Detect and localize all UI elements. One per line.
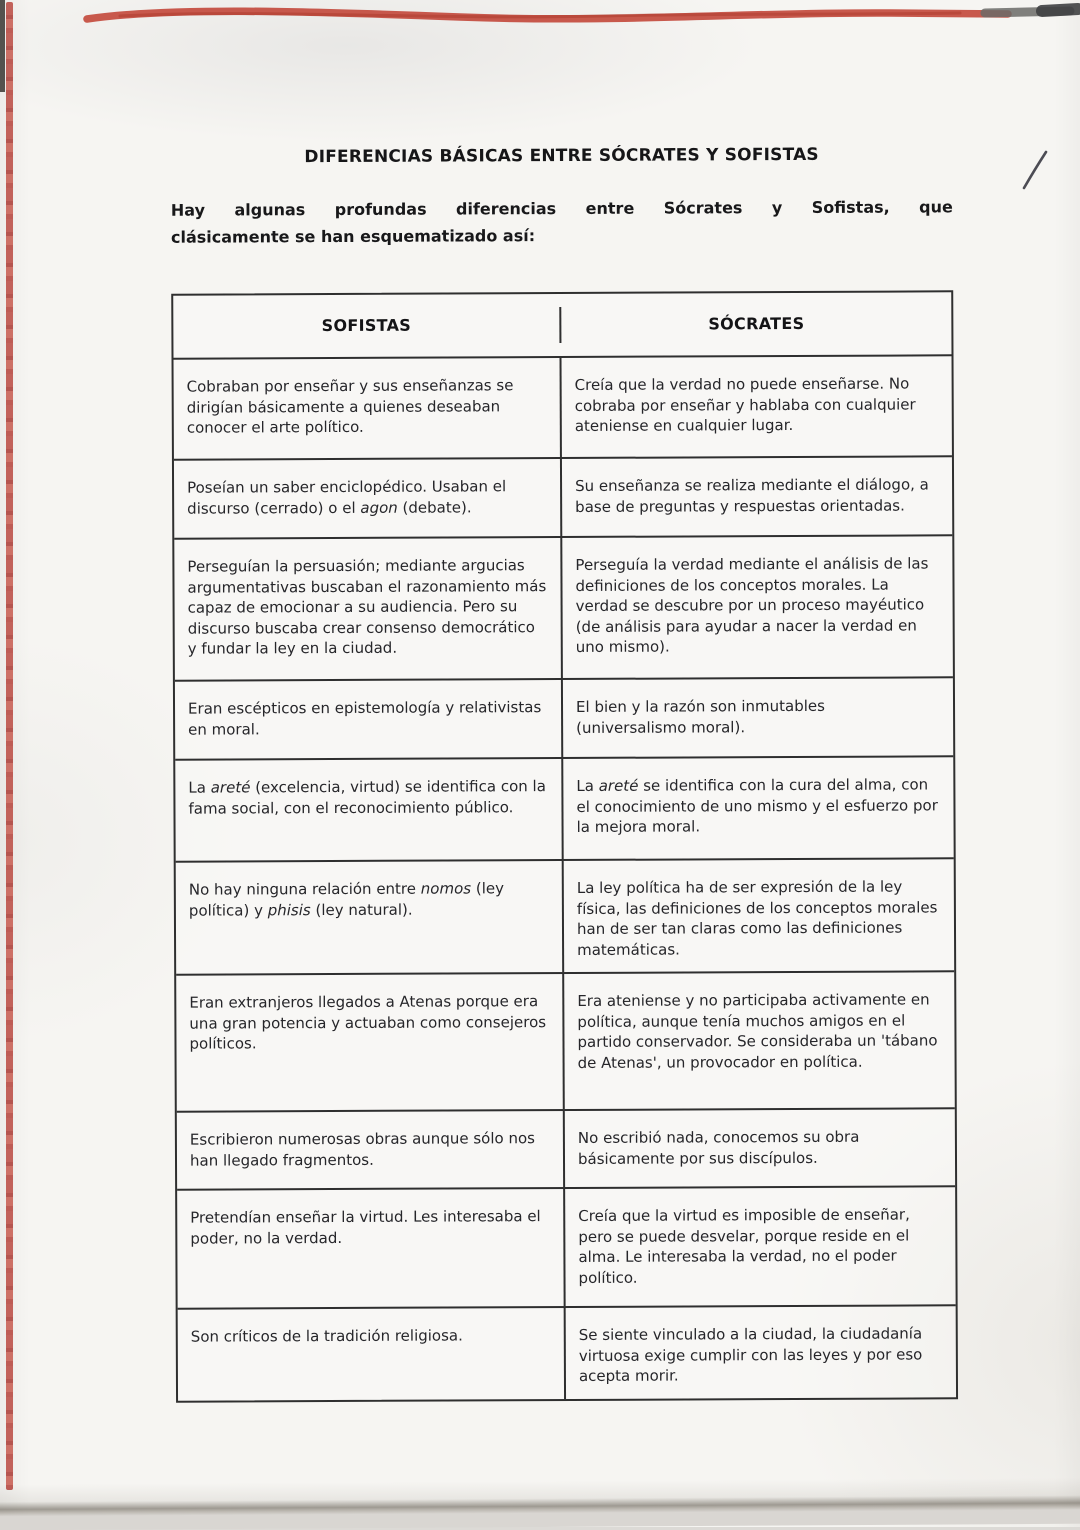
page-title: DIFERENCIAS BÁSICAS ENTRE SÓCRATES Y SOFISTAS — [304, 144, 819, 168]
socrates-cell: La areté se identifica con la cura del alma, con el conocimiento de uno mismo y el esfuerzo por la mejora moral. — [561, 757, 953, 859]
socrates-cell: El bien y la razón son inmutables (universalismo moral). — [561, 678, 953, 757]
table-row — [176, 970, 955, 1110]
table-row — [175, 676, 953, 758]
intro-paragraph — [171, 193, 953, 250]
socrates-cell: No escribió nada, conocemos su obra básicamente por sus discípulos. — [563, 1109, 955, 1187]
header-socrates: SÓCRATES — [559, 305, 951, 343]
table-row — [177, 1185, 956, 1307]
table-row — [177, 1107, 955, 1188]
red-margin-stripe — [6, 2, 13, 1490]
socrates-cell: Creía que la verdad no puede enseñarse. No cobraba por enseñar y hablaba con cualquier ateniense en cualquier lugar. — [560, 356, 952, 457]
socrates-cell: La ley política ha de ser expresión de la ley física, las definiciones de los conceptos morales han de ser tan claras como las definiciones matemáticas. — [562, 859, 954, 972]
sofistas-cell: Poseían un saber enciclopédico. Usaban el discurso (cerrado) o el agon (debate). — [187, 477, 507, 518]
header-sofistas: SOFISTAS — [321, 315, 412, 335]
page-edge-shadow — [0, 0, 5, 92]
table-row — [178, 1304, 956, 1400]
table-row — [174, 455, 952, 537]
sofistas-cell: Eran extranjeros llegados a Atenas porque era una gran potencia y actuaban como consejeros políticos. — [189, 992, 547, 1053]
sofistas-cell: Escribieron numerosas obras aunque sólo nos han llegado fragmentos. — [189, 1129, 535, 1170]
socrates-cell: Era ateniense y no participaba activamente en política, aunque tenía muchos amigos en el partido conservador. Se consideraba un 'tábano de Atenas', un provocador en política. — [562, 972, 955, 1109]
socrates-cell: Creía que la virtud es imposible de enseñar, pero se puede desvelar, porque reside en el alma. Le interesaba la verdad, no el poder político. — [563, 1187, 956, 1306]
table-header-row — [173, 292, 951, 357]
sofistas-cell: Perseguían la persuasión; mediante argucias argumentativas buscaban el razonamiento más capaz de emocionar a su audiencia. Pero su discurso buscaba crear consenso democrático y fundar la ley en la ciudad. — [187, 556, 547, 658]
sofistas-cell: No hay ninguna relación entre nomos (ley política) y phisis (ley natural). — [188, 879, 504, 920]
sofistas-cell: Eran escépticos en epistemología y relativistas en moral. — [187, 698, 542, 739]
socrates-cell: Perseguía la verdad mediante el análisis de las definiciones de los conceptos morales. La verdad se descubre por un proceso mayéutico (de análisis para ayudar a nacer la verdad en uno mismo). — [560, 536, 953, 678]
table-row — [175, 755, 953, 860]
paper-bottom-edge — [0, 1478, 1080, 1530]
socrates-cell: Se siente vinculado a la ciudad, la ciudadanía virtuosa exige cumplir con las leyes y por eso acepta morir. — [564, 1306, 956, 1399]
comparison-table — [171, 290, 958, 1402]
document-content — [170, 0, 958, 1403]
intro-line-1: Hay algunas profundas diferencias entre Sócrates y Sofistas, que — [170, 197, 953, 220]
table-row — [174, 534, 953, 679]
sofistas-cell: Cobraban por enseñar y sus enseñanzas se dirigían básicamente a quienes deseaban conocer el arte político. — [186, 376, 514, 437]
socrates-cell: Su enseñanza se realiza mediante el diálogo, a base de preguntas y respuestas orientadas. — [560, 457, 952, 536]
sofistas-cell: Pretendían enseñar la virtud. Les interesaba el poder, no la verdad. — [190, 1207, 541, 1248]
table-row — [176, 857, 954, 973]
table-row — [174, 354, 952, 458]
sofistas-cell: La areté (excelencia, virtud) se identifica con la fama social, con el reconocimiento público. — [188, 777, 546, 818]
intro-line-2: clásicamente se han esquematizado así: — [170, 226, 536, 247]
sofistas-cell: Son críticos de la tradición religiosa. — [190, 1326, 463, 1346]
